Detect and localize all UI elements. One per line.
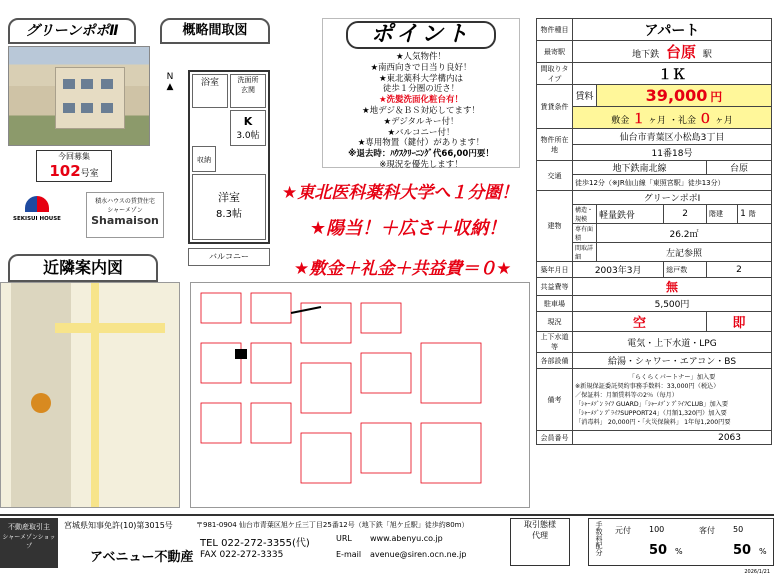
layout-value: １Ｋ: [573, 63, 772, 85]
shamaison-logo: [86, 192, 164, 238]
building-shape: [55, 67, 125, 129]
layout-label: 間取りタイプ: [537, 63, 573, 85]
ratio1-pct: %: [675, 547, 683, 556]
type-label: 物件種目: [537, 19, 573, 41]
transport-station: 台原: [706, 161, 771, 175]
recruit-suffix: 号室: [80, 169, 99, 179]
address-label: 物件所在地: [537, 129, 573, 161]
rent-label: 賃料: [573, 85, 597, 107]
station-name: 台原: [665, 43, 696, 61]
storage: [192, 146, 216, 172]
company-tag: 不動産取引主: [8, 523, 50, 531]
recruit-label: 今回募集: [58, 152, 90, 161]
ratio1-label: 元付: [615, 526, 631, 535]
kitchen-label: K: [243, 115, 253, 128]
fee-box: [588, 518, 774, 566]
room-label: 洋室: [218, 191, 240, 204]
area-label: 専有面積: [573, 224, 597, 243]
floors-unit: 階建: [706, 205, 737, 224]
remark-line: ／保証料：月額賃料等の2％（毎月）: [575, 391, 678, 399]
area-value: 26.2㎡: [597, 224, 772, 243]
remark-line: 「消毒料」 20,000円・「火災保険料」 1年毎1,200円要: [575, 418, 731, 426]
utilities-value: 電気・上下水道・LPG: [573, 332, 772, 353]
deposit-value: １: [632, 112, 646, 127]
built-value: 2003年3月: [573, 262, 664, 278]
washroom-label: 洗面所: [237, 76, 259, 84]
trade-box: [510, 518, 570, 566]
floorplan-title: 概略間取図: [160, 18, 270, 44]
line-name: 地下鉄: [632, 50, 660, 60]
point-line: ★バルコニー付！: [387, 127, 455, 138]
member-label: 会員番号: [537, 431, 573, 445]
station-label: 最寄駅: [537, 41, 573, 63]
company-tag2: シャーメゾンショップ: [2, 534, 56, 550]
fax: FAX 022-272-3335: [200, 550, 284, 560]
sekisui-name: SEKISUI HOUSE: [13, 216, 61, 222]
print-date: 2026/1/21: [744, 569, 770, 575]
building-name: グリーンポポⅠ: [573, 191, 772, 205]
point-line: ★洗髪洗面化粧台有！: [378, 95, 464, 106]
email-label: E-mail: [336, 550, 362, 559]
common-value: 無: [573, 278, 772, 296]
washroom: [230, 74, 266, 108]
point-callout: [322, 18, 520, 168]
point-line: ★地デジ＆ＢＳ対応してます！: [362, 105, 480, 116]
footer: [0, 514, 774, 575]
point-line: ※現況を優先します！: [379, 159, 463, 170]
nearby-title: 近隣案内図: [8, 254, 158, 282]
window: [101, 79, 113, 89]
ratio2-label: 客付: [699, 526, 715, 535]
transport-label: 交通: [537, 161, 573, 191]
tel: TEL 022-272-3355(代): [200, 538, 310, 549]
parking-label: 駐車場: [537, 296, 573, 312]
conditions-label: 賃貸条件: [537, 85, 573, 129]
window: [63, 79, 75, 89]
point-line: ★デジタルキー付！: [383, 116, 459, 127]
status-label: 現況: [537, 312, 573, 332]
ratio2-pct: %: [759, 547, 767, 556]
ratio1-value: 50: [649, 543, 668, 558]
street-grid: [191, 283, 530, 508]
window: [63, 103, 75, 113]
building-photo: [8, 46, 150, 146]
detail-map: [190, 282, 530, 508]
room-size: 8.3帖: [216, 209, 242, 220]
fee-label: 手数料配分: [595, 521, 603, 556]
sekisui-logo: [10, 196, 64, 232]
remark-line: 「ｼｬｰﾒｿﾞﾝ ﾗｲﾌ GUARD」「ｼｬｰﾒｿﾞﾝ ﾌﾟﾗｲﾌCLUB」加入要: [575, 400, 729, 408]
recruit-box: [36, 150, 112, 182]
rent-suffix: 円: [710, 90, 723, 104]
building-label: 建物: [537, 191, 573, 262]
structure-label: 構造・規模: [573, 205, 597, 224]
common-label: 共益費等: [537, 278, 573, 296]
percent-a: 100: [649, 525, 665, 534]
parking-value: 5,500円: [573, 296, 772, 312]
utilities-label: 上下水道等: [537, 332, 573, 353]
equipment-value: 給湯・シャワー・エアコン・BS: [573, 353, 772, 369]
bath-label: 浴室: [200, 78, 219, 88]
station-suffix: 駅: [702, 50, 712, 60]
point-line: ★東北薬科大学構内は: [378, 73, 464, 84]
location-marker-icon: [31, 393, 51, 413]
highlight-2: ★陽当！＋広さ＋収納！: [310, 218, 507, 239]
address-line1: 仙台市青葉区小松島3丁目: [573, 129, 772, 145]
recruit-number: 102: [49, 162, 81, 180]
percent-b: 50: [733, 525, 744, 534]
remark-line: 「ｼｬｰﾒｿﾞﾝ ﾌﾟﾗｲﾌSUPPORT24」（月額1,320円）加入要: [575, 409, 727, 417]
footer-badge: [0, 518, 58, 568]
remarks-label: 備考: [537, 369, 573, 431]
rent-value: 39,000: [645, 86, 708, 105]
units-label: 総戸数: [664, 262, 707, 278]
point-line: ★人気物件！: [395, 52, 447, 62]
remark-line: 「らくらくパートナー」加入要: [628, 373, 716, 381]
license: 宮城県知事免許(10)第3015号: [64, 521, 173, 530]
area-map: [0, 282, 180, 508]
point-header: ポイント: [346, 21, 496, 49]
spec-table: [536, 18, 772, 445]
member-value: 2063: [573, 431, 772, 445]
point-line: ※退去時：ﾊｳｽｸﾘｰﾆﾝｸﾞ代66,00円要！: [348, 149, 494, 160]
point-list: [323, 52, 519, 171]
key-money-label: ・礼金: [668, 116, 696, 126]
shamaison-tag1: 積水ハウスの賃貸住宅: [95, 198, 155, 205]
bath-room: [192, 74, 228, 108]
built-label: 築年月日: [537, 262, 573, 278]
storage-label: 収納: [197, 156, 211, 164]
highlight-1: ★東北医科薬科大学へ１分圏！: [282, 183, 519, 203]
floors-value: 2: [664, 205, 707, 224]
trade-value: 代理: [532, 531, 548, 540]
window: [81, 103, 93, 113]
address-line2: 11番18号: [573, 145, 772, 161]
key-money-unit: ヶ月: [714, 116, 733, 126]
highlight-3: ★敷金＋礼金＋共益費＝０★: [294, 259, 512, 279]
shamaison-tag2: シャーメゾン: [107, 207, 143, 214]
status-immediate: 即: [706, 312, 771, 332]
layout-detail-label: 間取詳細: [573, 243, 597, 262]
remark-line: ※新規保証委託契約事務手数料：33,000円（税込）: [575, 382, 720, 390]
ratio2-value: 50: [733, 543, 752, 558]
trade-label: 取引態様: [524, 520, 556, 529]
deposit-label: 敷金: [611, 116, 630, 126]
sekisui-mark-icon: [25, 196, 49, 212]
kitchen: [230, 110, 266, 146]
shamaison-name: Shamaison: [91, 214, 159, 227]
deposit-unit: ヶ月: [648, 116, 667, 126]
entrance-label: 玄関: [241, 86, 255, 94]
key-money-value: ０: [698, 112, 712, 127]
type-value: アパート: [573, 19, 772, 41]
photo-title: グリーンポポⅡ: [8, 18, 136, 44]
structure-value: 軽量鉄骨: [597, 205, 664, 224]
units-value: 2: [706, 262, 771, 278]
western-room: [192, 174, 266, 240]
kitchen-size: 3.0帖: [236, 131, 260, 141]
window: [101, 103, 113, 113]
floor-value: 1 階: [738, 205, 772, 224]
url-label: URL: [336, 534, 352, 543]
compass-icon: N ▲: [166, 72, 174, 92]
point-line: 徒歩１分圏の近さ！: [382, 84, 460, 95]
point-line: ★南西向きで日当り良好！: [370, 62, 472, 73]
balcony: バルコニー: [188, 248, 270, 266]
url-link[interactable]: www.abenyu.co.jp: [370, 534, 443, 543]
floorplan-drawing: [188, 70, 270, 244]
point-line: ★専用物置（鍵付）があります！: [357, 138, 485, 149]
window: [81, 79, 93, 89]
transport-walk: 徒歩12分（※JR仙山線「東照宮駅」徒歩13分）: [573, 175, 772, 191]
transport-line: 地下鉄南北線: [573, 161, 707, 175]
email-link[interactable]: avenue@siren.ocn.ne.jp: [370, 550, 467, 559]
equipment-label: 各部設備: [537, 353, 573, 369]
status-vacant: 空: [573, 312, 707, 332]
company-name: アベニュー不動産: [90, 550, 194, 565]
company-address: 〒981-0904 仙台市青葉区旭ケ丘三丁目25番12号（地下鉄「旭ケ丘駅」徒歩約80m）: [196, 521, 469, 529]
layout-detail-value: 左記参照: [597, 243, 772, 262]
